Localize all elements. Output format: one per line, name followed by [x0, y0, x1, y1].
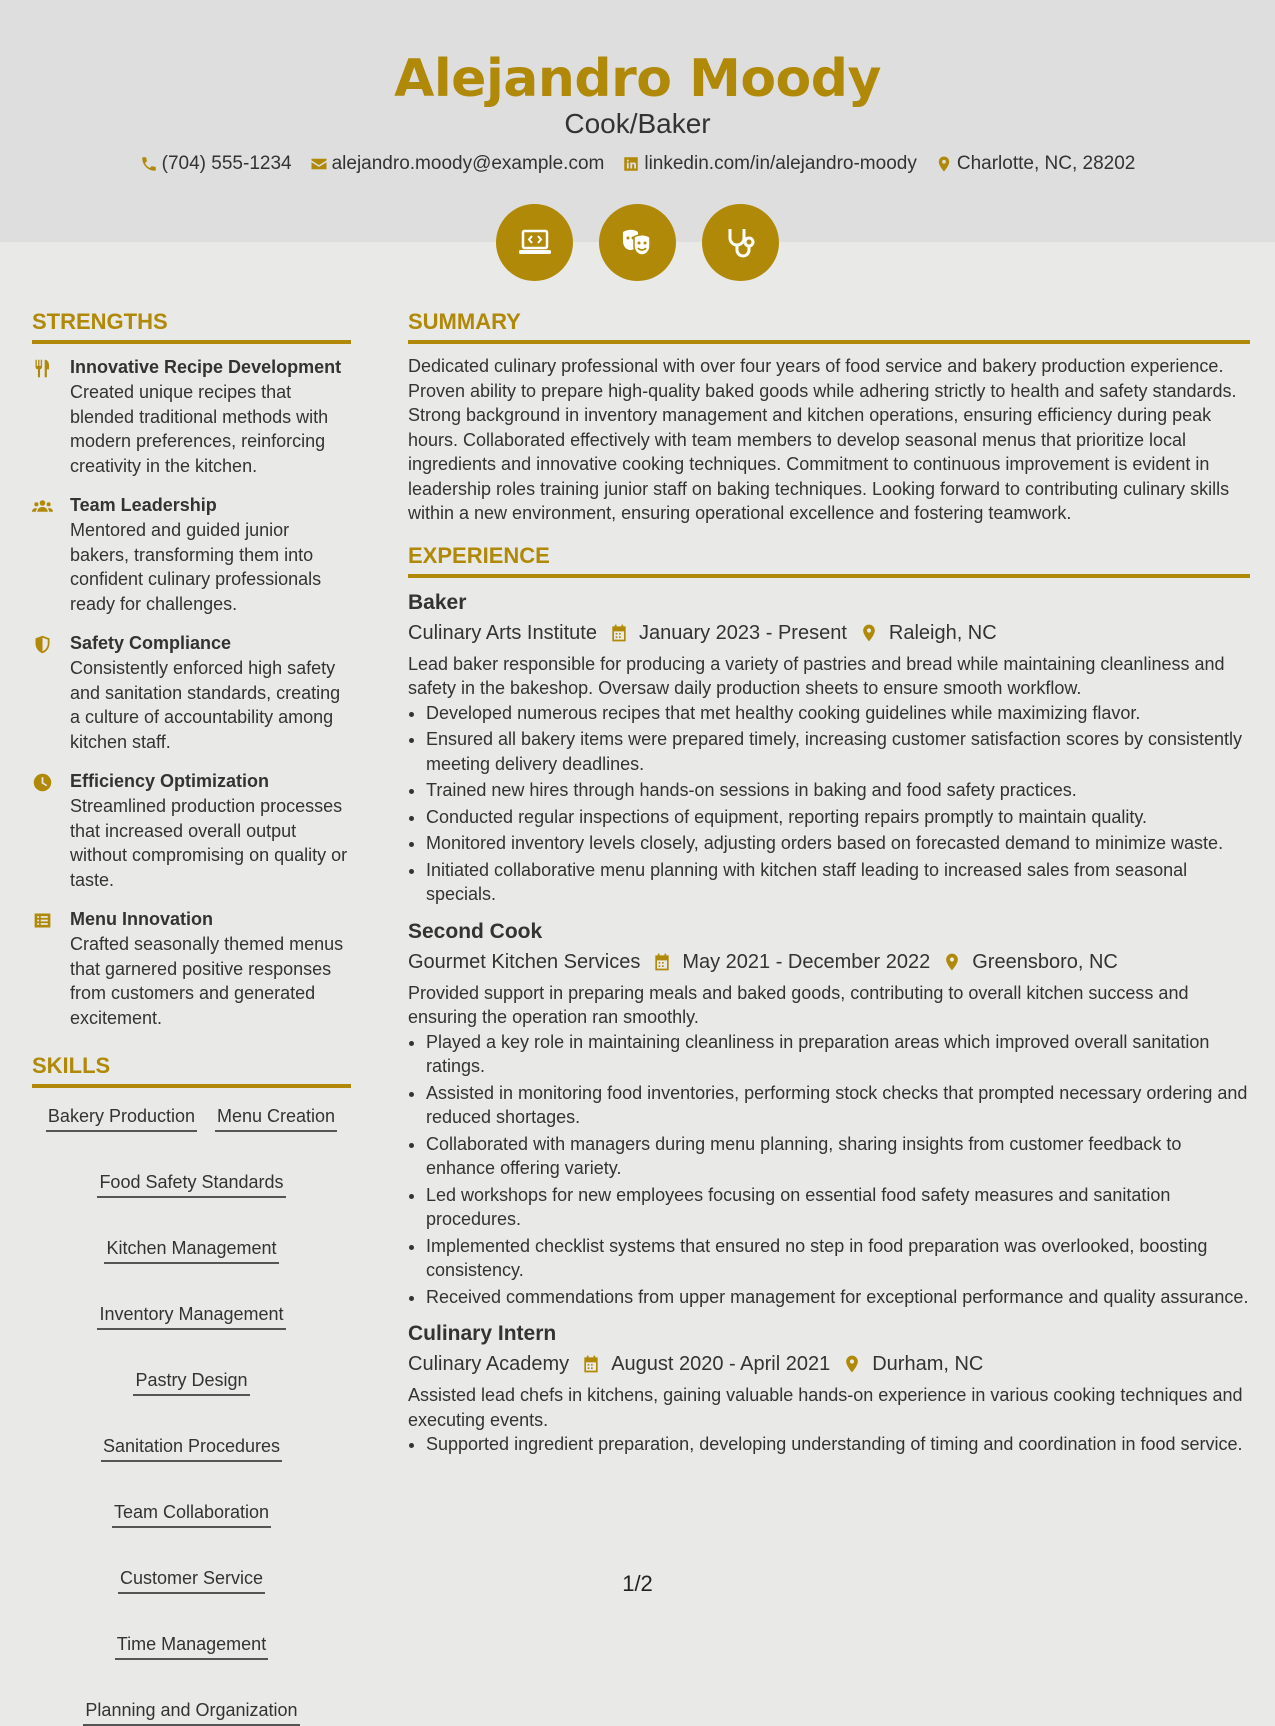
interest-circle-medical: [702, 204, 779, 281]
job-bullet: • Conducted regular inspections of equipment, reporting repairs promptly to maintain quality.: [426, 805, 1250, 830]
strengths-heading: STRENGTHS: [32, 306, 351, 344]
summary-text: Dedicated culinary professional with over four years of food service and bakery production experience. Proven ability to prepare high-quality baked goods while adhering strictly to health and safety standards. Strong background in inventory management and kitchen operations, ensuring efficiency during peak hours. Collaborated effectively with team members to develop seasonal menus that prioritize local ingredients and innovative cooking techniques. Commitment to continuous improvement is evident in leadership roles training junior staff on baking techniques. Looking forward to contributing culinary skills within a new environment, ensuring operational excellence and fostering teamwork.: [408, 356, 1237, 523]
strength-title: Efficiency Optimization: [70, 771, 270, 791]
skill-tag: Inventory Management: [97, 1302, 285, 1330]
job-entry: [408, 917, 1250, 1310]
linkedin-icon: [622, 155, 640, 173]
job-bullet: • Initiated collaborative menu planning with kitchen staff leading to increased sales from seasonal specials.: [426, 858, 1250, 907]
job-bullets: [408, 701, 1250, 907]
job-dates: August 2020 - April 2021: [611, 1353, 831, 1375]
strength-title: Innovative Recipe Development: [70, 357, 342, 377]
skill-tag: Food Safety Standards: [97, 1170, 285, 1198]
strength-desc: Streamlined production processes that increased overall output without compromising on quality or taste.: [70, 796, 348, 890]
users-icon: [32, 496, 53, 517]
strength-desc: Consistently enforced high safety and sanitation standards, creating a culture of accountability among kitchen staff.: [70, 658, 341, 752]
job-location: Raleigh, NC: [888, 621, 997, 644]
job-bullets: [408, 1432, 1250, 1457]
job-bullet: • Supported ingredient preparation, developing understanding of timing and coordination in food service.: [426, 1432, 1250, 1457]
job-role: Baker: [408, 590, 467, 614]
job-bullet: • Trained new hires through hands-on sessions in baking and food safety practices.: [426, 778, 1250, 803]
strength-title: Safety Compliance: [70, 633, 232, 653]
strength-title: Menu Innovation: [70, 909, 213, 929]
interest-circle-tech: [496, 204, 573, 281]
strength-item: [32, 630, 351, 754]
job-description: Lead baker responsible for producing a variety of pastries and bread while maintaining cleanliness and safety in the bakeshop. Oversaw daily production sheets to ensure smooth workflow.: [408, 653, 1225, 698]
job-bullet: • Ensured all bakery items were prepared timely, increasing customer satisfaction scores by consistently meeting delivery deadlines.: [426, 727, 1250, 776]
phone-icon: [140, 155, 158, 173]
contact-row: [0, 152, 1275, 176]
job-bullet: • Assisted in monitoring food inventories, performing stock checks that prompted necessary ordering and reduced shortages.: [426, 1081, 1250, 1130]
interest-circle-theater: [599, 204, 676, 281]
contact-linkedin[interactable]: [622, 152, 916, 176]
contact-phone[interactable]: [140, 152, 292, 176]
strength-desc: Created unique recipes that blended traditional methods with modern preferences, reinforcing creativity in the kitchen.: [70, 382, 329, 476]
job-bullet: • Led workshops for new employees focusing on essential food safety measures and sanitation procedures.: [426, 1183, 1250, 1232]
strength-title: Team Leadership: [70, 495, 217, 515]
map-pin-icon: [935, 155, 953, 173]
email-text: alejandro.moody@example.com: [331, 153, 605, 174]
envelope-icon: [310, 155, 328, 173]
strength-item: [32, 492, 351, 616]
skill-tag: Planning and Organization: [83, 1698, 299, 1726]
map-pin-icon: [842, 1354, 862, 1374]
skill-tag: Time Management: [115, 1632, 268, 1660]
job-role: Second Cook: [408, 919, 543, 943]
location-text: Charlotte, NC, 28202: [956, 153, 1136, 174]
job-location: Greensboro, NC: [972, 950, 1118, 973]
job-bullet: • Played a key role in maintaining cleanliness in preparation areas which improved overall sanitation ratings.: [426, 1030, 1250, 1079]
strength-desc: Crafted seasonally themed menus that garnered positive responses from customers and generated excitement.: [70, 934, 344, 1028]
skill-tag: Menu Creation: [215, 1104, 337, 1132]
phone-text: (704) 555-1234: [161, 153, 292, 174]
job-entry: [408, 588, 1250, 907]
job-bullet: • Collaborated with managers during menu planning, sharing insights from customer feedback to enhance offering variety.: [426, 1132, 1250, 1181]
job-description: Provided support in preparing meals and baked goods, contributing to overall kitchen success and ensuring the operation ran smoothly.: [408, 982, 1189, 1027]
interest-icons: [0, 204, 1275, 281]
job-company: Gourmet Kitchen Services: [408, 950, 641, 973]
list-icon: [32, 910, 53, 931]
job-dates: January 2023 - Present: [638, 621, 847, 644]
contact-email[interactable]: [310, 152, 605, 176]
skill-tag: Sanitation Procedures: [101, 1434, 282, 1462]
skill-tag: Bakery Production: [46, 1104, 197, 1132]
laptop-code-icon: [515, 223, 555, 263]
candidate-title: Cook/Baker: [564, 108, 711, 139]
job-company: Culinary Academy: [408, 1353, 570, 1375]
calendar-icon: [652, 952, 672, 972]
strength-item: [32, 906, 351, 1030]
strength-item: [32, 354, 351, 478]
candidate-name: Alejandro Moody: [394, 49, 881, 109]
calendar-icon: [581, 1354, 601, 1374]
job-entry: [408, 1319, 1250, 1457]
job-company: Culinary Arts Institute: [408, 621, 597, 644]
job-location: Durham, NC: [872, 1353, 984, 1375]
calendar-icon: [609, 623, 629, 643]
skill-tag: Customer Service: [118, 1566, 265, 1594]
skills-heading: SKILLS: [32, 1050, 351, 1088]
experience-heading: EXPERIENCE: [408, 540, 1250, 578]
job-dates: May 2021 - December 2022: [682, 950, 931, 973]
contact-location: [935, 152, 1136, 176]
job-meta: [408, 947, 1250, 977]
strength-desc: Mentored and guided junior bakers, transforming them into confident culinary professionals ready for challenges.: [70, 520, 322, 614]
strength-item: [32, 768, 351, 892]
right-column: [408, 306, 1250, 1467]
job-bullet: • Received commendations from upper management for exceptional performance and quality assurance.: [426, 1285, 1250, 1310]
job-bullets: [408, 1030, 1250, 1310]
linkedin-text: linkedin.com/in/alejandro-moody: [644, 153, 917, 174]
skill-tag: Kitchen Management: [104, 1236, 278, 1264]
map-pin-icon: [859, 623, 879, 643]
job-bullet: • Implemented checklist systems that ensured no step in food preparation was overlooked, boosting consistency.: [426, 1234, 1250, 1283]
map-pin-icon: [942, 952, 962, 972]
job-bullet: • Monitored inventory levels closely, adjusting orders based on forecasted demand to minimize waste.: [426, 831, 1250, 856]
shield-icon: [32, 634, 53, 655]
job-bullet: • Developed numerous recipes that met healthy cooking guidelines while maximizing flavor.: [426, 701, 1250, 726]
utensils-icon: [32, 358, 53, 379]
clock-icon: [32, 772, 53, 793]
job-meta: [408, 618, 1250, 648]
job-description: Assisted lead chefs in kitchens, gaining valuable hands-on experience in various cooking techniques and executing events.: [408, 1385, 1243, 1430]
stethoscope-icon: [721, 223, 761, 263]
job-meta: [408, 1349, 1250, 1379]
job-role: Culinary Intern: [408, 1322, 557, 1345]
page-number: 1/2: [622, 1571, 653, 1596]
left-column: [32, 306, 351, 1726]
skills-list: [32, 1098, 351, 1726]
theater-masks-icon: [618, 223, 658, 263]
summary-heading: SUMMARY: [408, 306, 1250, 344]
skill-tag: Pastry Design: [133, 1368, 249, 1396]
skill-tag: Team Collaboration: [112, 1500, 271, 1528]
